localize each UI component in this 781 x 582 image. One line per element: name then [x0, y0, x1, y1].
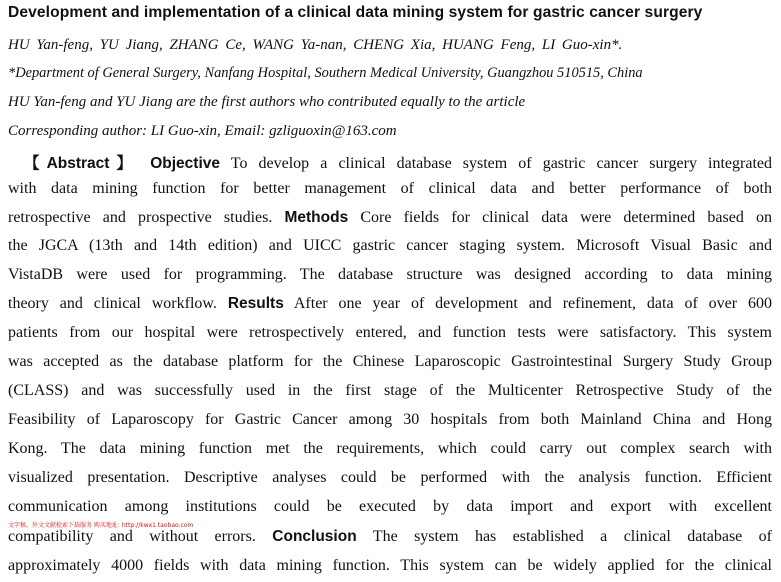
methods-text: Core fields for clinical data were determined based on: [360, 209, 772, 226]
results-text-end: compatibility and without errors.: [8, 528, 256, 545]
abstract-line-2: with data mining function for better management of clinical data and better performance of both: [8, 180, 772, 197]
abstract-line-14: [8, 528, 772, 546]
abstract-line-6: [8, 295, 772, 313]
equal-contribution-note: HU Yan-feng and YU Jiang are the first authors who contributed equally to the article: [8, 94, 526, 110]
abstract-line-13: communication among institutions could be executed by data import and export with excellent: [8, 498, 772, 515]
conclusion-label: Conclusion: [272, 528, 357, 545]
affiliation: *Department of General Surgery, Nanfang Hospital, Southern Medical University, Guangzhou 510515, China: [8, 65, 643, 81]
paper-title: Development and implementation of a clinical data mining system for gastric cancer surgery: [8, 4, 703, 21]
abstract-line-4: the JGCA (13th and 14th edition) and UICC gastric cancer staging system. Microsoft Visual Basic and: [8, 237, 772, 254]
methods-label: Methods: [284, 209, 349, 226]
abstract-line-1: [24, 151, 772, 173]
objective-text-end: retrospective and prospective studies.: [8, 209, 273, 226]
results-label: Results: [227, 295, 284, 312]
methods-text-end: theory and clinical workflow.: [8, 295, 217, 312]
objective-text: To develop a clinical database system of gastric cancer surgery integrated: [230, 155, 773, 172]
abstract-line-5: VistaDB were used for programming. The database structure was designed according to data mining: [8, 266, 772, 283]
abstract-line-15: approximately 4000 fields with data mining function. This system can be widely applied for the clinical: [8, 557, 772, 574]
conclusion-text: The system has established a clinical database of: [372, 528, 773, 545]
abstract-line-3: [8, 209, 772, 227]
abstract-line-7: patients from our hospital were retrospectively entered, and function tests were satisfactory. This system: [8, 324, 772, 341]
corresponding-author: Corresponding author: LI Guo-xin, Email: gzliguoxin@163.com: [8, 123, 397, 139]
watermark-text: 文字稿、外文文献检索下载服务 购买地址: http://kwx1.taobao.com: [8, 522, 194, 529]
author-list: HU Yan-feng, YU Jiang, ZHANG Ce, WANG Ya-nan, CHENG Xia, HUANG Feng, LI Guo-xin*.: [8, 37, 623, 53]
abstract-line-9: (CLASS) and was successfully used in the first stage of the Multicenter Retrospective Study of the: [8, 382, 772, 399]
abstract-line-11: Kong. The data mining function met the requirements, which could carry out complex search with: [8, 440, 772, 457]
abstract-line-10: Feasibility of Laparoscopy for Gastric Cancer among 30 hospitals from both Mainland China and Hong: [8, 411, 772, 428]
abstract-line-12: visualized presentation. Descriptive analyses could be performed with the analysis function. Efficient: [8, 469, 772, 486]
results-text: After one year of development and refinement, data of over 600: [293, 295, 773, 312]
objective-label: Objective: [150, 155, 220, 172]
abstract-line-8: was accepted as the database platform for the Chinese Laparoscopic Gastrointestinal Surgery Study Group: [8, 353, 772, 370]
abstract-heading: 【Abstract】: [24, 155, 140, 172]
